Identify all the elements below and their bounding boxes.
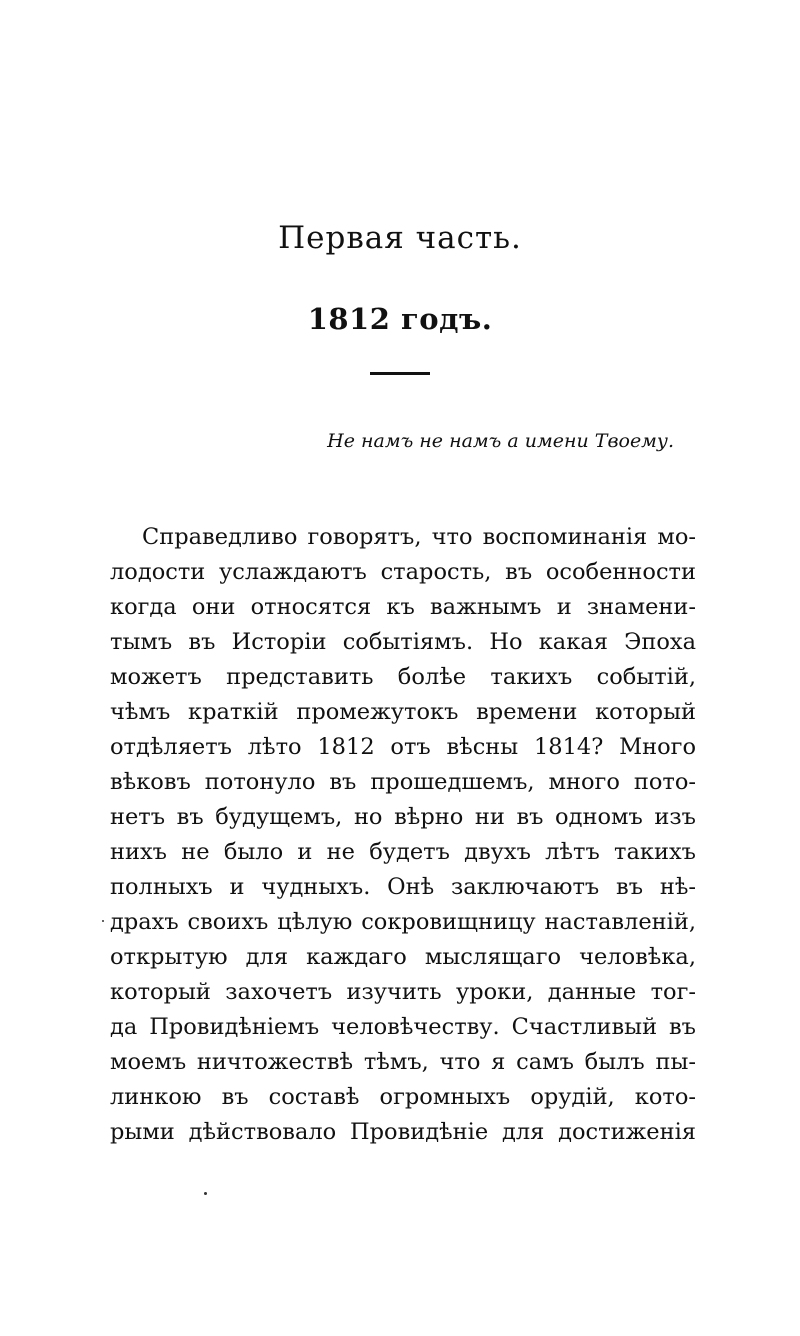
part-title: Первая часть. (278, 220, 522, 256)
text-line: Справедливо говорятъ, что воспоминанія мо- (142, 524, 696, 550)
text-line: полныхъ и чудныхъ. Онѣ заключаютъ въ нѣ- (110, 874, 696, 900)
scan-speck (204, 1192, 207, 1195)
text-line: драхъ своихъ цѣлую сокровищницу наставленій, (110, 909, 696, 935)
text-line: вѣковъ потонуло въ прошедшемъ, много пото- (110, 769, 696, 795)
text-line: линкою въ составѣ огромныхъ орудій, кото- (110, 1084, 696, 1110)
text-line: можетъ представить болѣе такихъ событій, (110, 664, 696, 690)
text-line: который захочетъ изучить уроки, данные тог- (110, 979, 696, 1005)
text-line: отдѣляетъ лѣто 1812 отъ вѣсны 1814? Много (110, 734, 696, 760)
text-line: нетъ въ будущемъ, но вѣрно ни въ одномъ изъ (110, 804, 696, 830)
text-line: нихъ не было и не будетъ двухъ лѣтъ такихъ (110, 839, 696, 865)
text-line: чѣмъ краткій промежутокъ времени который (110, 699, 696, 725)
scan-speck (102, 920, 104, 922)
text-line: да Провидѣніемъ человѣчеству. Счастливый въ (110, 1014, 696, 1040)
text-line: когда они относятся къ важнымъ и знамени- (110, 594, 696, 620)
body-text (110, 520, 696, 1150)
text-line: моемъ ничтожествѣ тѣмъ, что я самъ былъ пы- (110, 1049, 696, 1075)
chapter-title: 1812 годъ. (307, 302, 493, 336)
text-line: тымъ въ Исторіи событіямъ. Но какая Эпоха (110, 629, 696, 655)
text-line: лодости услаждаютъ старость, въ особенности (110, 559, 696, 585)
title-divider (370, 372, 430, 375)
text-line: рыми дѣйствовало Провидѣніе для достиженія (110, 1119, 696, 1145)
epigraph: Не намъ не намъ а имени Твоему. (327, 430, 674, 452)
text-line: открытую для каждаго мыслящаго человѣка, (110, 944, 696, 970)
